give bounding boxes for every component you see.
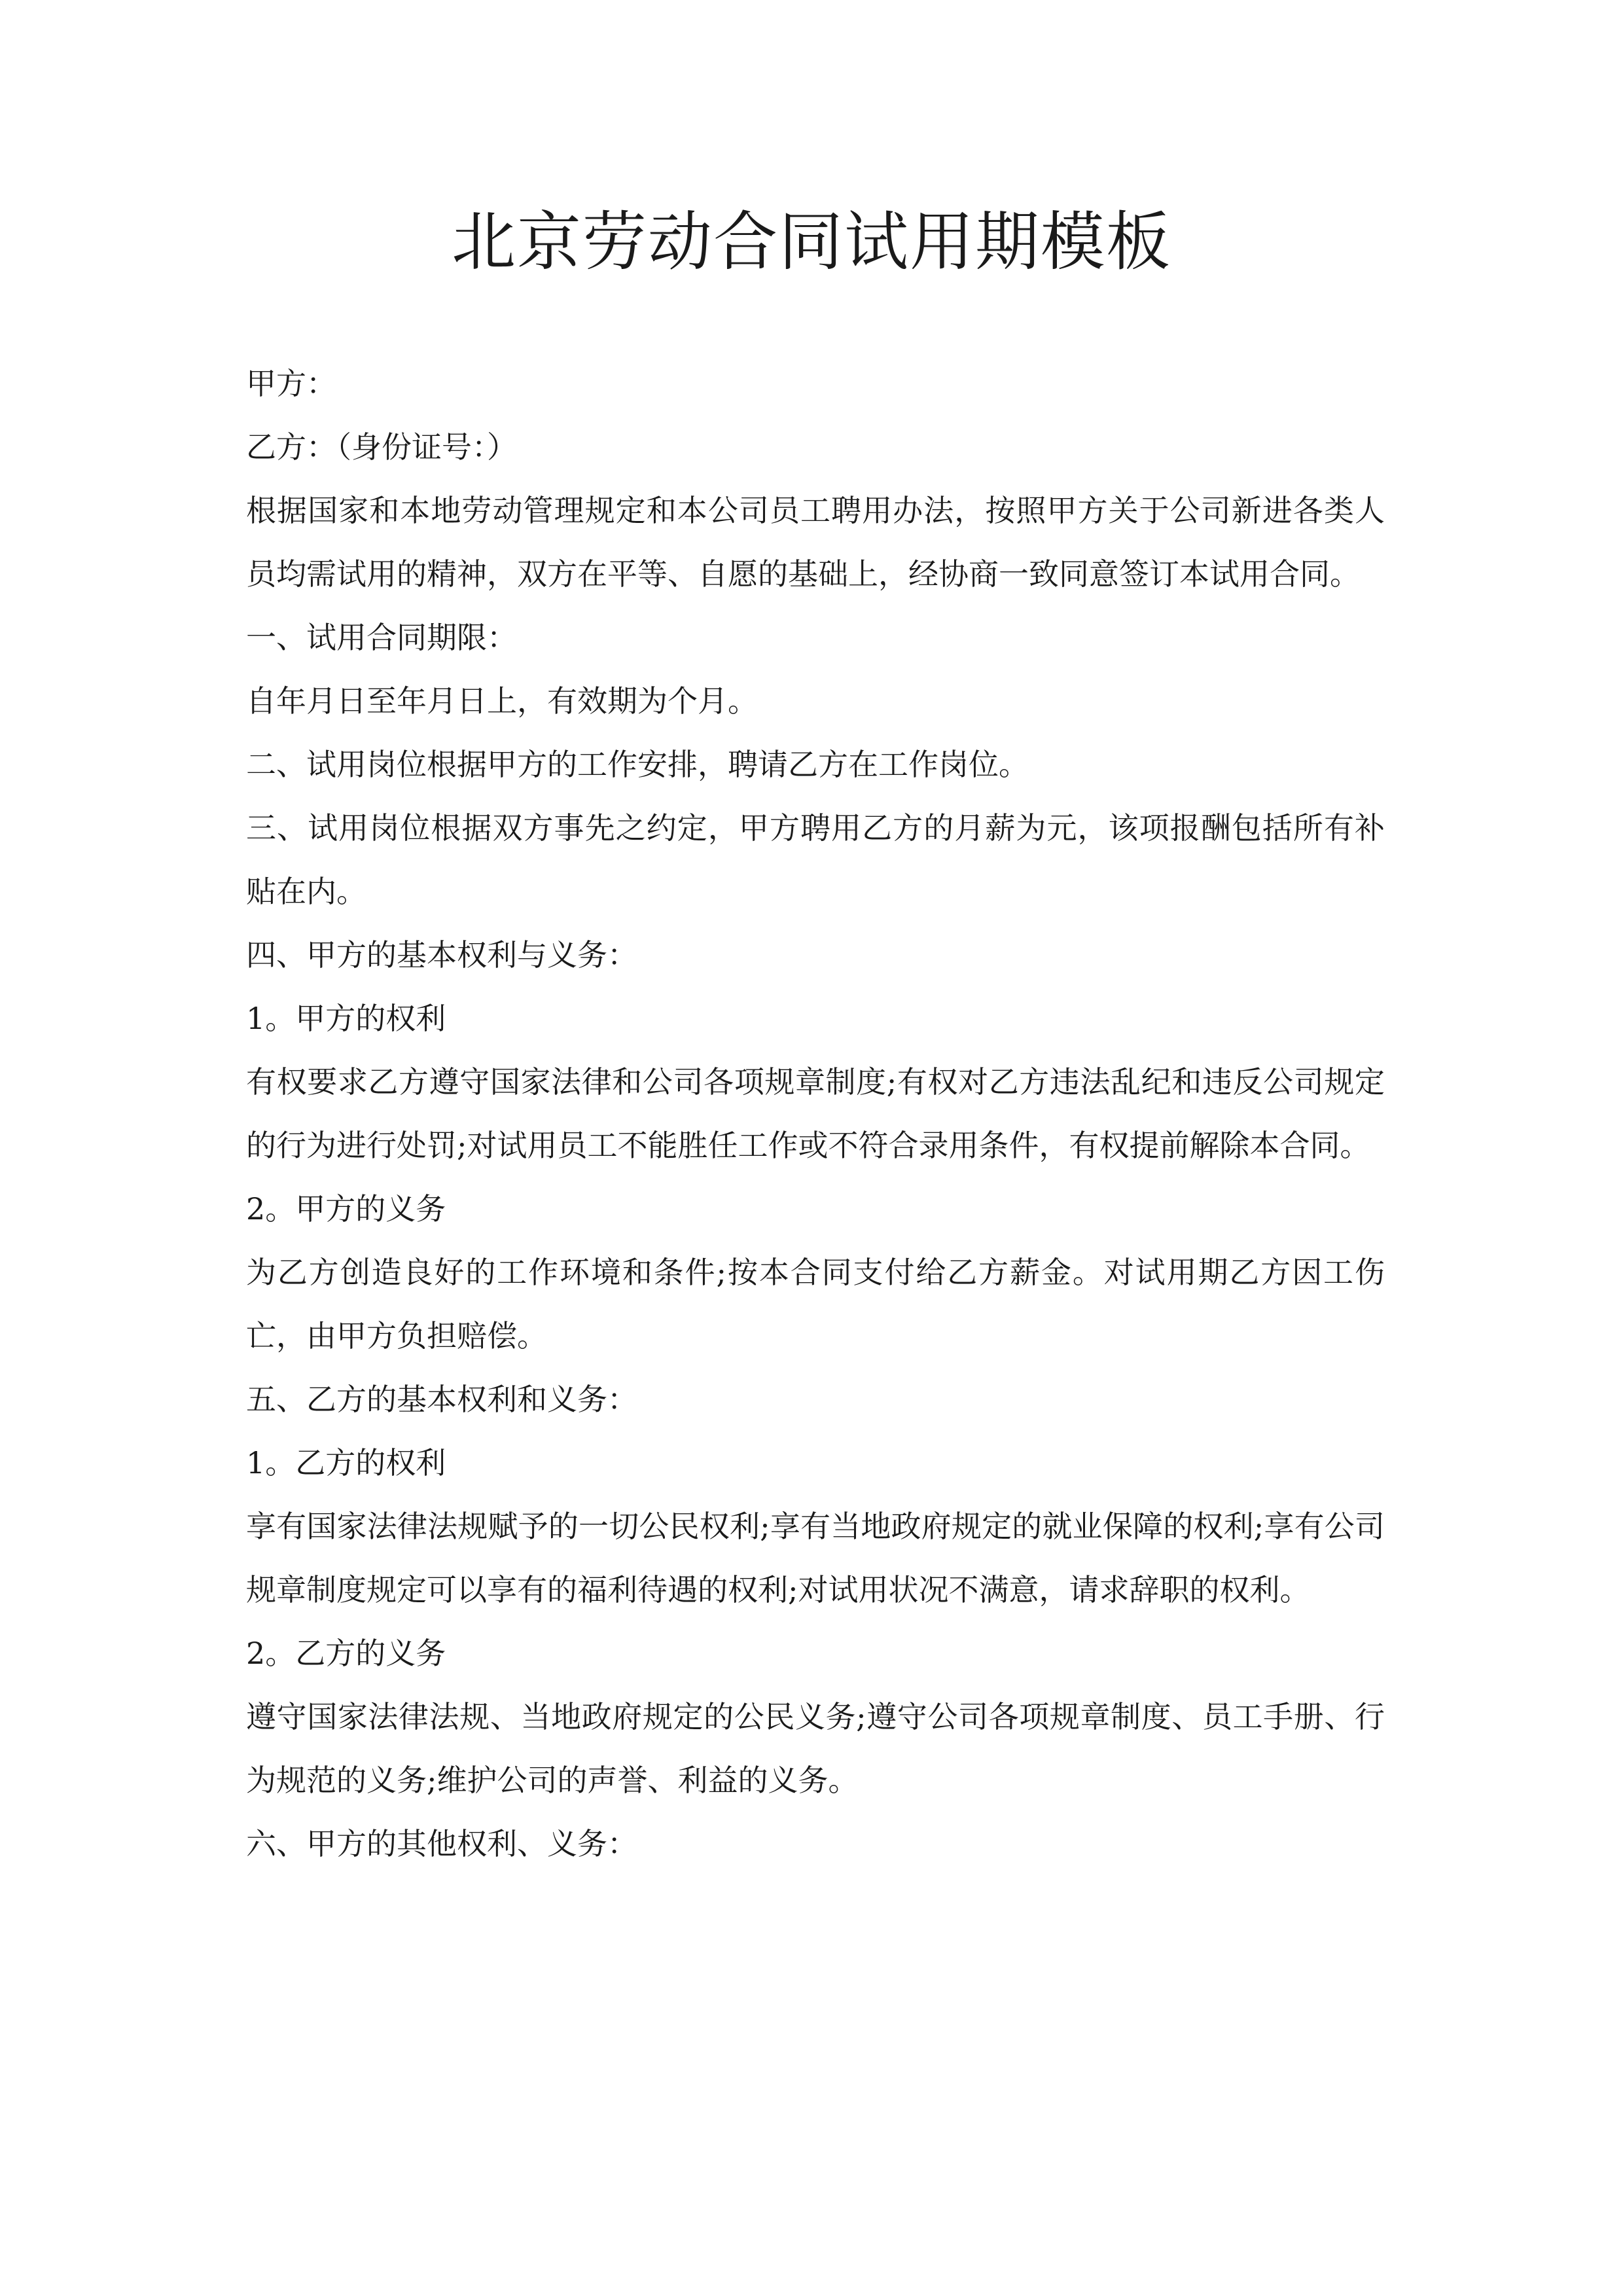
section-1-body: 自年月日至年月日上，有效期为个月。: [246, 683, 758, 719]
section-6-heading: 六、甲方的其他权利、义务：: [246, 1826, 637, 1861]
preamble-paragraph: 根据国家和本地劳动管理规定和本公司员工聘用办法，按照甲方关于公司新进各类人员均需试用的精神，双方在平等、自愿的基础上，经协商一致同意签订本试用合同。: [246, 493, 1385, 592]
section-4-2-body: 为乙方创造良好的工作环境和条件;按本合同支付给乙方薪金。对试用期乙方因工伤亡，由甲方负担赔偿。: [246, 1255, 1385, 1354]
section-1-heading: 一、试用合同期限：: [246, 620, 517, 655]
section-3-paragraph: 三、试用岗位根据双方事先之约定，甲方聘用乙方的月薪为元，该项报酬包括所有补贴在内。: [246, 810, 1385, 909]
section-5-2-heading: 2。乙方的义务: [246, 1636, 446, 1671]
section-4-heading: 四、甲方的基本权利与义务：: [246, 937, 637, 973]
section-5-1-heading: 1。乙方的权利: [246, 1445, 446, 1480]
section-4-1-heading: 1。甲方的权利: [246, 1001, 446, 1036]
section-5-2-body: 遵守国家法律法规、当地政府规定的公民义务;遵守公司各项规章制度、员工手册、行为规范的义务;维护公司的声誉、利益的义务。: [246, 1699, 1385, 1798]
section-4-1-body: 有权要求乙方遵守国家法律和公司各项规章制度;有权对乙方违法乱纪和违反公司规定的行为进行处罚;对试用员工不能胜任工作或不符合录用条件，有权提前解除本合同。: [246, 1064, 1385, 1163]
section-2-paragraph: 二、试用岗位根据甲方的工作安排，聘请乙方在工作岗位。: [246, 747, 1029, 782]
section-4-2-heading: 2。甲方的义务: [246, 1191, 446, 1227]
party-b-line: 乙方：（身份证号：）: [246, 429, 517, 465]
party-a-line: 甲方：: [246, 366, 336, 401]
document-title: 北京劳动合同试用期模板: [451, 205, 1171, 279]
document-body: [246, 352, 1385, 1876]
section-5-1-body: 享有国家法律法规赋予的一切公民权利;享有当地政府规定的就业保障的权利;享有公司规章制度规定可以享有的福利待遇的权利;对试用状况不满意，请求辞职的权利。: [246, 1509, 1385, 1607]
section-5-heading: 五、乙方的基本权利和义务：: [246, 1382, 637, 1417]
